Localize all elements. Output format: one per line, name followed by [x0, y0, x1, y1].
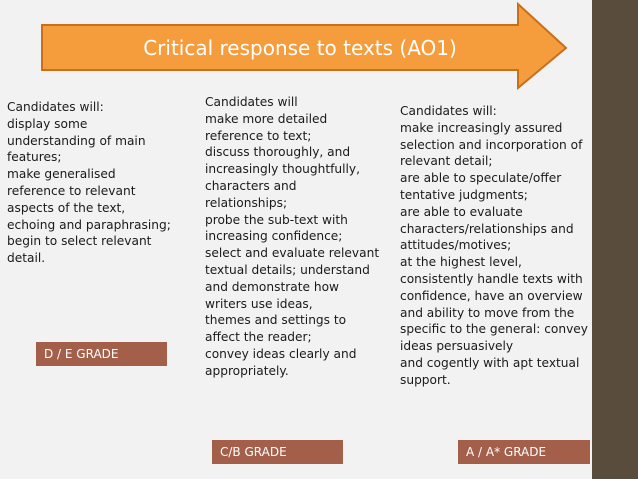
criteria-line: detail.	[7, 251, 46, 266]
criteria-line: are able to evaluate	[400, 204, 523, 219]
column-aa-criteria	[400, 103, 588, 389]
criteria-line: affect the reader;	[205, 330, 312, 345]
criteria-line: characters/relationships and	[400, 221, 574, 236]
criteria-line: make generalised	[7, 167, 116, 182]
criteria-line: relationships;	[205, 195, 288, 210]
criteria-line: select and evaluate relevant	[205, 246, 380, 261]
criteria-line: begin to select relevant	[7, 234, 152, 249]
criteria-line: increasing confidence;	[205, 229, 343, 244]
criteria-line: relevant detail;	[400, 154, 493, 169]
criteria-line: display some	[7, 116, 88, 131]
decorative-sidebar	[592, 0, 638, 479]
title-arrow-banner	[40, 2, 568, 90]
criteria-line: Candidates will:	[7, 100, 104, 114]
criteria-line: understanding of main	[7, 133, 146, 148]
criteria-line: ideas persuasively	[400, 339, 514, 354]
criteria-line: Candidates will	[205, 95, 298, 109]
criteria-line: and demonstrate how	[205, 279, 339, 294]
criteria-line: make increasingly assured	[400, 120, 563, 135]
criteria-line: reference to text;	[205, 128, 312, 143]
grade-label-aa: A / A* GRADE	[458, 440, 590, 464]
criteria-line: and cogently with apt textual	[400, 355, 580, 370]
criteria-line: aspects of the text,	[7, 200, 126, 215]
criteria-line: selection and incorporation of	[400, 137, 583, 152]
criteria-line: themes and settings to	[205, 313, 347, 328]
criteria-line: attitudes/motives;	[400, 238, 512, 253]
grade-label-cb: C/B GRADE	[212, 440, 343, 464]
criteria-line: tentative judgments;	[400, 187, 528, 202]
criteria-line: confidence, have an overview	[400, 288, 583, 303]
criteria-line: support.	[400, 372, 451, 387]
criteria-line: and ability to move from the	[400, 305, 575, 320]
criteria-line: reference to relevant	[7, 183, 136, 198]
criteria-line: specific to the general: convey	[400, 322, 589, 337]
criteria-line: echoing and paraphrasing;	[7, 217, 171, 232]
column-de-criteria	[7, 99, 171, 267]
criteria-line: textual details; understand	[205, 262, 370, 277]
slide-title: Critical response to texts (AO1)	[143, 36, 457, 60]
criteria-line: consistently handle texts with	[400, 271, 583, 286]
criteria-line: convey ideas clearly and	[205, 346, 357, 361]
criteria-line: probe the sub-text with	[205, 212, 348, 227]
criteria-line: appropriately.	[205, 363, 289, 378]
criteria-line: features;	[7, 150, 62, 165]
criteria-line: writers use ideas,	[205, 296, 313, 311]
criteria-line: Candidates will:	[400, 104, 497, 118]
criteria-line: are able to speculate/offer	[400, 171, 562, 186]
criteria-line: at the highest level,	[400, 255, 522, 270]
column-cb-criteria	[205, 94, 379, 380]
criteria-line: increasingly thoughtfully,	[205, 162, 360, 177]
criteria-line: characters and	[205, 178, 297, 193]
grade-label-de: D / E GRADE	[36, 342, 167, 366]
criteria-line: make more detailed	[205, 111, 328, 126]
criteria-line: discuss thoroughly, and	[205, 145, 351, 160]
